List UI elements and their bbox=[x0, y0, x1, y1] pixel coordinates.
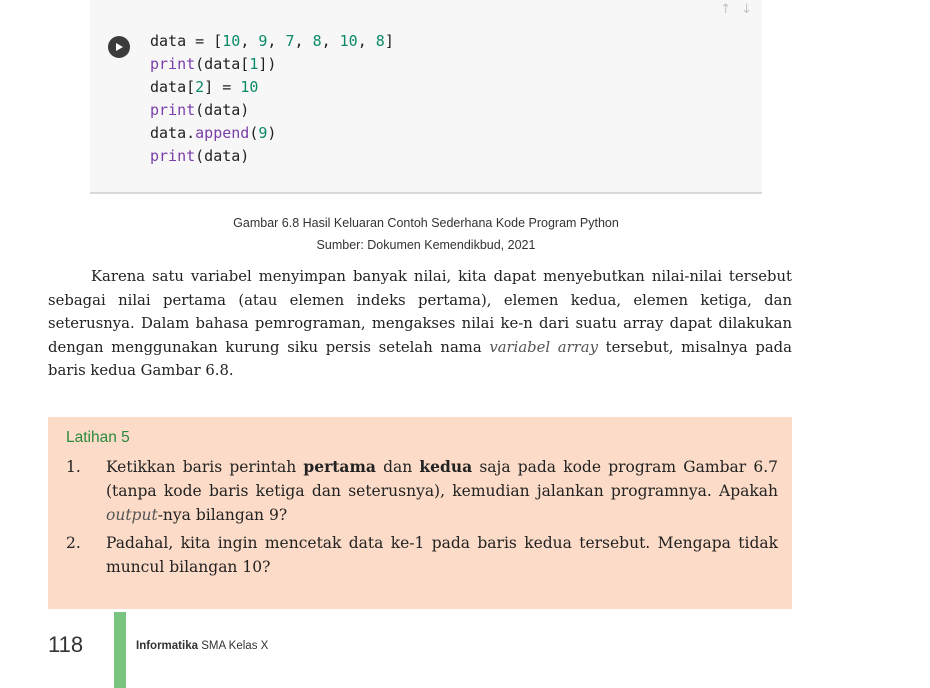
italic-term: output bbox=[106, 506, 158, 524]
exercise-item bbox=[66, 455, 778, 527]
exercise-item-text: Padahal, kita ingin mencetak data ke-1 pada baris kedua tersebut. Mengapa tidak muncul bilangan 10? bbox=[106, 534, 778, 576]
code-editor[interactable] bbox=[150, 30, 394, 168]
footer-accent-bar bbox=[114, 612, 126, 688]
bold-term: pertama bbox=[303, 457, 376, 476]
exercise-item bbox=[66, 531, 778, 579]
exercise-box bbox=[48, 417, 792, 609]
exercise-title: Latihan 5 bbox=[66, 429, 130, 446]
exercise-item-number: 2. bbox=[66, 534, 81, 552]
figure-caption: Gambar 6.8 Hasil Keluaran Contoh Sederhana Kode Program Python bbox=[233, 216, 619, 230]
code-line-2: print(data[1]) bbox=[150, 55, 277, 73]
code-line-5: data.append(9) bbox=[150, 124, 277, 142]
cell-toolbar bbox=[720, 2, 752, 17]
footer-book-title bbox=[136, 640, 268, 652]
paragraph-text: Karena satu variabel menyimpan banyak nilai, kita dapat menyebutkan nilai-nilai tersebut sebagai nilai pertama (atau elemen indeks pertama), elemen kedua, elemen ketiga, dan seterusnya. Dalam bahasa pemrograman, mengakses nilai ke-n dari suatu array dapat dilakukan dengan menggunakan kurung siku persis setelah nama bbox=[48, 268, 792, 356]
play-icon bbox=[114, 42, 124, 52]
bold-term: kedua bbox=[419, 457, 473, 476]
book-title-bold: Informatika bbox=[136, 640, 198, 652]
arrow-up-icon[interactable]: ↑ bbox=[720, 2, 732, 17]
exercise-item-number: 1. bbox=[66, 458, 81, 476]
page-number: 118 bbox=[48, 632, 84, 657]
code-line-3: data[2] = 10 bbox=[150, 78, 259, 96]
exercise-item-text bbox=[106, 455, 778, 527]
code-line-6: print(data) bbox=[150, 147, 250, 165]
code-line-4: print(data) bbox=[150, 101, 250, 119]
arrow-down-icon[interactable]: ↓ bbox=[741, 2, 752, 17]
text-segment: saja pada kode program Gambar 6.7 (tanpa kode baris ketiga dan seterusnya), kemudian jalankan programnya. Apakah bbox=[106, 458, 778, 500]
paragraph-italic-term: variabel array bbox=[489, 338, 598, 356]
text-segment: Ketikkan baris perintah bbox=[106, 458, 304, 476]
book-title-rest: SMA Kelas X bbox=[198, 640, 269, 652]
text-segment: -nya bilangan 9? bbox=[157, 506, 288, 524]
run-cell-button[interactable] bbox=[108, 36, 130, 58]
paragraph-text-end: tersebut, misalnya pada baris kedua Gambar 6.8. bbox=[48, 338, 792, 379]
body-paragraph bbox=[48, 265, 792, 383]
code-line-1: data = [10, 9, 7, 8, 10, 8] bbox=[150, 32, 394, 50]
figure-source: Sumber: Dokumen Kemendikbud, 2021 bbox=[316, 238, 536, 252]
text-segment: dan bbox=[375, 458, 420, 476]
code-cell bbox=[90, 0, 762, 194]
